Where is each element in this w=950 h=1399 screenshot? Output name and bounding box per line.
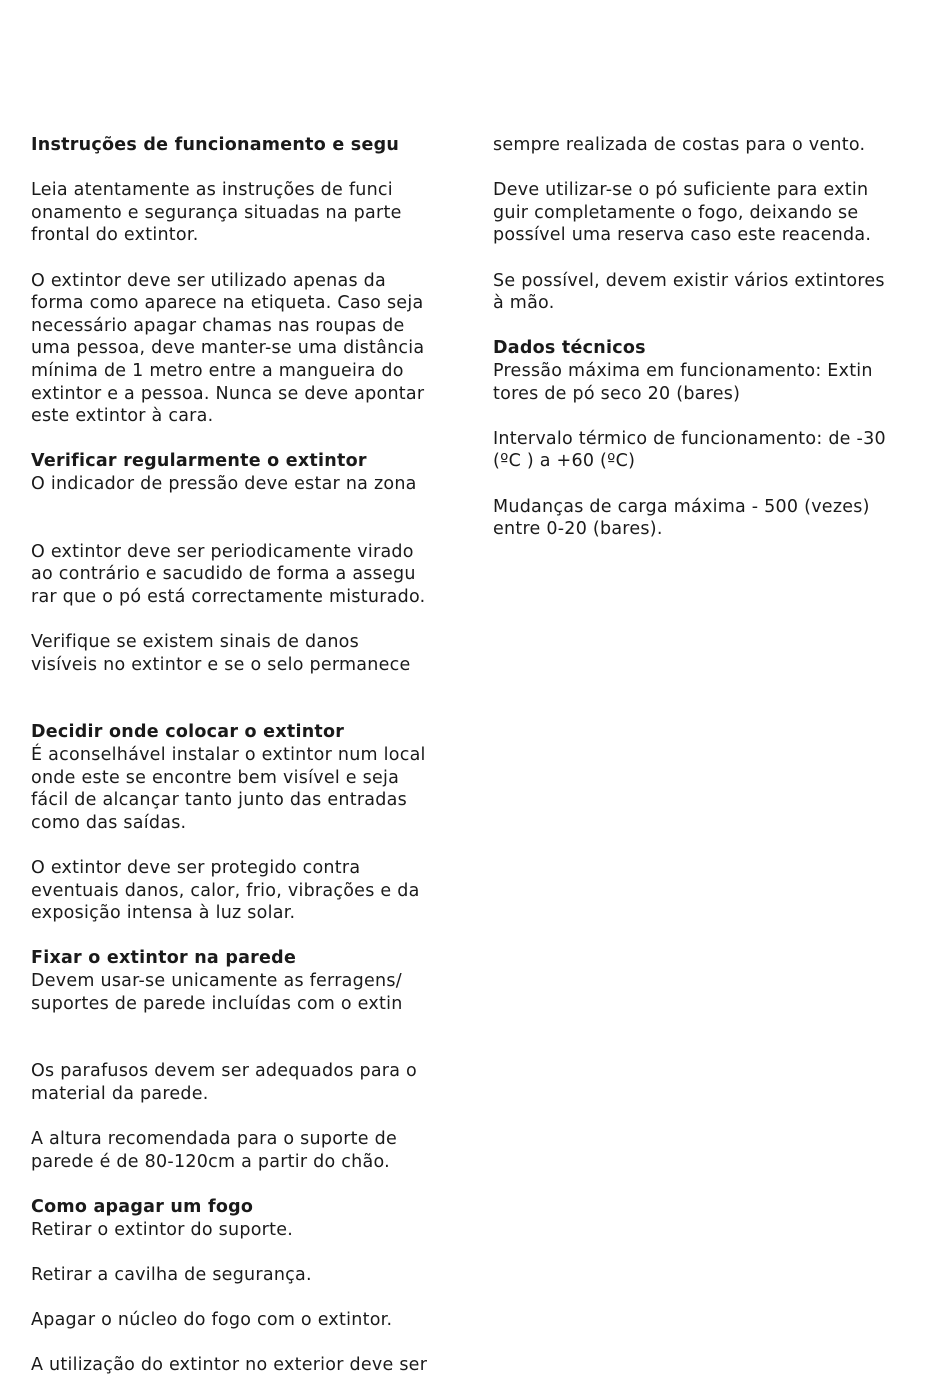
fix-line: Devem usar-se unicamente as ferragens/: [31, 970, 402, 991]
shake-paragraph: [31, 541, 471, 609]
tech-section: [493, 337, 933, 405]
screws-line: Os parafusos devem ser adequados para o: [31, 1061, 417, 1082]
place-line: onde este se encontre bem visível e seja: [31, 767, 400, 788]
load-paragraph: [493, 496, 933, 541]
fire-step-2-block: [31, 1264, 471, 1287]
pressure-line: Pressão máxima em funcionamento: Extin: [493, 360, 873, 381]
screws-line: material da parede.: [31, 1083, 209, 1104]
instructions-title-block: [31, 134, 471, 157]
right-column: [493, 134, 933, 563]
wind-paragraph: [493, 134, 933, 157]
place-heading: Decidir onde colocar o extintor: [31, 722, 345, 743]
several-paragraph: [493, 270, 933, 315]
load-line: Mudanças de carga máxima - 500 (vezes): [493, 496, 870, 517]
usage-line: extintor e a pessoa. Nunca se deve apontar: [31, 383, 425, 404]
thermal-line: (ºC ) a +60 (ºC): [493, 451, 636, 472]
height-line: parede é de 80-120cm a partir do chão.: [31, 1151, 390, 1172]
protect-line: exposição intensa à luz solar.: [31, 903, 296, 924]
powder-paragraph: [493, 179, 933, 247]
fix-line: suportes de parede incluídas com o extin: [31, 993, 403, 1014]
usage-line: forma como aparece na etiqueta. Caso seja: [31, 293, 424, 314]
height-line: A altura recomendada para o suporte de: [31, 1129, 397, 1150]
fix-section: [31, 947, 471, 1015]
verify-section: [31, 450, 471, 495]
several-line: Se possível, devem existir vários extintores: [493, 270, 885, 291]
intro-line: Leia atentamente as instruções de funci: [31, 180, 393, 201]
verify-heading: Verificar regularmente o extintor: [31, 451, 367, 472]
protect-paragraph: [31, 857, 471, 925]
protect-line: O extintor deve ser protegido contra: [31, 858, 361, 878]
damage-line: visíveis no extintor e se o selo permanece: [31, 654, 411, 675]
fire-step: Retirar a cavilha de segurança.: [31, 1264, 312, 1285]
fire-step-3-block: [31, 1309, 471, 1332]
place-section: [31, 721, 471, 834]
usage-line: uma pessoa, deve manter-se uma distância: [31, 338, 425, 359]
fire-section: [31, 1196, 471, 1241]
protect-line: eventuais danos, calor, frio, vibrações e da: [31, 880, 420, 901]
left-column: [31, 134, 471, 1399]
intro-paragraph: [31, 179, 471, 247]
wind-line: sempre realizada de costas para o vento.: [493, 135, 866, 155]
shake-line: O extintor deve ser periodicamente virado: [31, 541, 414, 562]
place-line: como das saídas.: [31, 812, 187, 833]
fire-step-4-block: [31, 1354, 471, 1377]
place-line: fácil de alcançar tanto junto das entradas: [31, 790, 407, 811]
shake-line: rar que o pó está correctamente misturado.: [31, 586, 426, 607]
powder-line: Deve utilizar-se o pó suficiente para extin: [493, 180, 869, 201]
intro-line: frontal do extintor.: [31, 225, 199, 246]
height-paragraph: [31, 1128, 471, 1173]
usage-line: mínima de 1 metro entre a mangueira do: [31, 360, 404, 381]
place-line: É aconselhável instalar o extintor num local: [31, 745, 426, 766]
powder-line: guir completamente o fogo, deixando se: [493, 202, 859, 223]
intro-line: onamento e segurança situadas na parte: [31, 202, 402, 223]
thermal-line: Intervalo térmico de funcionamento: de -30: [493, 428, 886, 449]
powder-line: possível uma reserva caso este reacenda.: [493, 225, 872, 246]
usage-paragraph: [31, 270, 471, 428]
verify-line: O indicador de pressão deve estar na zona: [31, 473, 417, 494]
thermal-paragraph: [493, 428, 933, 473]
fire-step: Retirar o extintor do suporte.: [31, 1219, 294, 1240]
usage-line: O extintor deve ser utilizado apenas da: [31, 270, 386, 291]
instructions-heading: Instruções de funcionamento e segu: [31, 135, 400, 155]
load-line: entre 0-20 (bares).: [493, 519, 663, 540]
usage-line: este extintor à cara.: [31, 406, 214, 427]
several-line: à mão.: [493, 293, 555, 314]
screws-paragraph: [31, 1060, 471, 1105]
tech-heading: Dados técnicos: [493, 338, 646, 359]
usage-line: necessário apagar chamas nas roupas de: [31, 315, 405, 336]
shake-line: ao contrário e sacudido de forma a assegu: [31, 564, 416, 585]
fix-heading: Fixar o extintor na parede: [31, 948, 297, 969]
fire-step: A utilização do extintor no exterior deve ser: [31, 1355, 428, 1376]
damage-paragraph: [31, 631, 471, 676]
fire-heading: Como apagar um fogo: [31, 1196, 254, 1217]
damage-line: Verifique se existem sinais de danos: [31, 632, 359, 653]
pressure-line: tores de pó seco 20 (bares): [493, 383, 741, 404]
fire-step: Apagar o núcleo do fogo com o extintor.: [31, 1309, 393, 1330]
